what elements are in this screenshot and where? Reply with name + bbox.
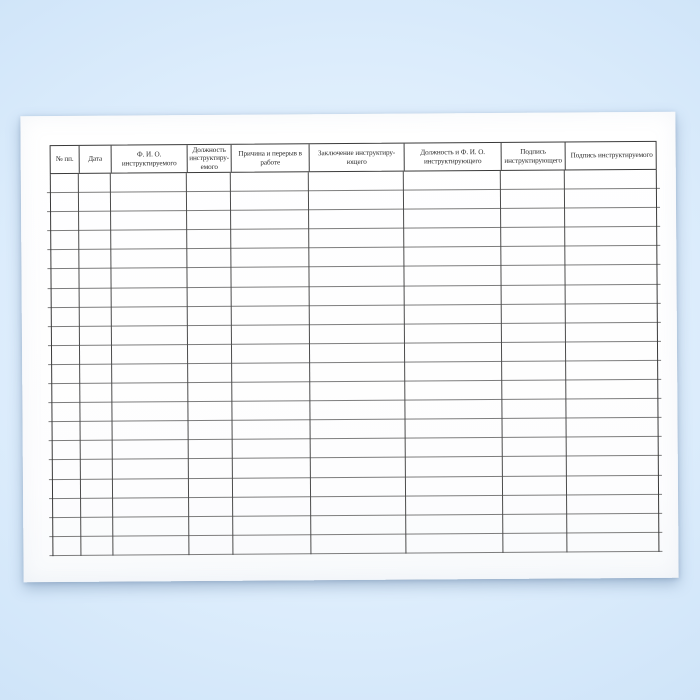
col-header-instructor-position-name: Должность и Ф. И. О. инструктирующего [405,143,502,171]
col-header-instructor-conclusion: Заключение инструктирующего [310,144,405,172]
registration-table [50,141,660,556]
col-header-row-number: № пп. [51,146,80,173]
col-header-instructed-position: Должность инструктируемого [188,145,232,172]
paper-sheet [20,112,678,583]
col-header-reason-and-break: Причина и перерыв в работе [232,144,310,172]
col-header-instructor-signature: Подпись инструктирующего [502,142,566,169]
table-header-row [50,141,657,174]
col-header-instructed-signature: Подпись инструктируемого [570,151,653,160]
table-body [50,170,660,556]
col-header-instructed-name: Ф. И. О. инструктируемого [112,145,188,173]
table-row [49,533,662,556]
col-header-date: Дата [80,146,112,173]
